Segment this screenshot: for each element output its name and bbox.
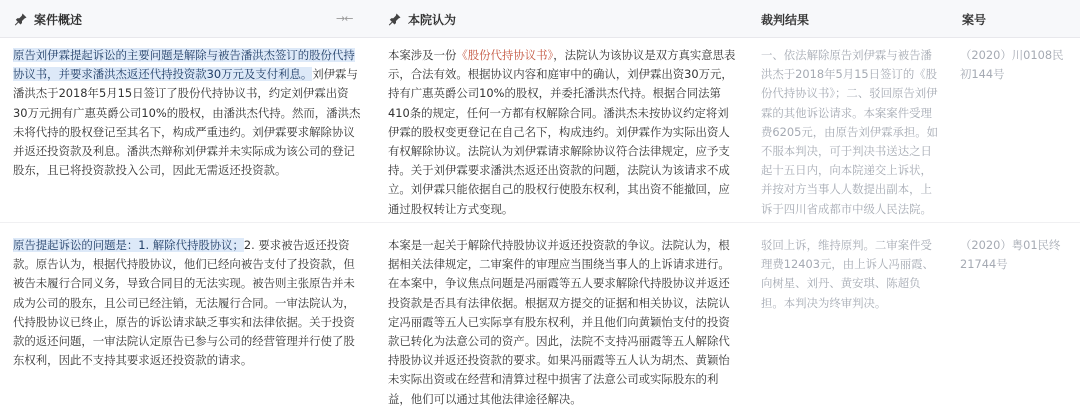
case-number-cell[interactable]: （2020）川0108民初144号: [960, 48, 1064, 82]
column-header-result[interactable]: [761, 0, 809, 38]
result-cell: 驳回上诉，维持原判。二审案件受理费12403元，由上诉人冯丽霞、向树星、刘丹、黄安琪、陈超负担。本判决为终审判决。: [761, 238, 934, 310]
column-header-case-no[interactable]: [962, 0, 986, 38]
summary-highlight: 原告刘伊霖提起诉讼的主要问题是解除与被告潘洪杰签订的股份代持协议书，并要求潘洪杰返还代持投资款30万元及支付利息。: [13, 48, 355, 82]
summary-highlight: 原告提起诉讼的问题是：1. 解除代持股协议；: [13, 238, 244, 252]
opinion-text: 本案涉及一份: [388, 48, 457, 62]
column-title-result: 裁判结果: [761, 12, 810, 27]
row-divider: [0, 222, 1080, 223]
opinion-text: ，法院认为该协议是双方真实意思表示，合法有效。根据协议内容和庭审中的确认，刘伊霖出资30万元，持有广惠英爵公司10%的股权，并委托潘洪杰代持。根据合同法第410条的规定，任何一方都有权解除合同。潘洪杰未按协议约定将刘伊霖的股权变更登记在自己名下，构成违约。刘伊霖作为实际出资人有权解除协议。法院认为刘伊霖请求解除协议符合法律规定，应予支持。关于刘伊霖要求潘洪杰返还出资款的问题，法院认为该请求不成立。刘伊霖只能依据自己的股权行使股东权利，其出资不能撤回，应通过股权转让方式变现。: [388, 48, 736, 216]
opinion-cell: [388, 236, 740, 408]
summary-text: 刘伊霖与潘洪杰于2018年5月15日签订了股份代持协议书，约定刘伊霖出资30万元拥有广惠英爵公司10%的股权，由潘洪杰代持。然而，潘洪杰未将代持的股权登记至其名下，构成严重违约。刘伊霖要求解除协议并返还投资款及利息。潘洪杰辩称刘伊霖并未实际成为该公司的登记股东，且已将投资款投入公司，因此无需返还投资款。: [13, 67, 361, 178]
pin-icon[interactable]: [388, 12, 402, 26]
column-title-case-no: 案号: [962, 12, 987, 27]
table-header: [0, 0, 1080, 38]
pin-icon[interactable]: [14, 12, 28, 26]
summary-cell: [13, 236, 361, 370]
result-cell: 一、依法解除原告刘伊霖与被告潘洪杰于2018年5月15日签订的《股份代持协议书》；二、驳回原告刘伊霖的其他诉讼请求。本案案件受理费6205元，由原告刘伊霖承担。如不服本判决，可于判决书送达之日起十五日内，向本院递交上诉状，并按对方当事人人数提出副本，上诉于四川省成都市中级人民法院。: [761, 48, 939, 216]
column-header-opinion[interactable]: [388, 0, 456, 38]
collapse-icon[interactable]: →←: [336, 12, 353, 25]
column-title-opinion: 本院认为: [408, 12, 457, 27]
opinion-cell: [388, 46, 740, 219]
case-number-cell[interactable]: （2020）粤01民终21744号: [960, 238, 1061, 272]
column-header-summary[interactable]: [14, 0, 82, 38]
book-title-link[interactable]: 《股份代持协议书》: [456, 48, 554, 62]
summary-cell: [13, 46, 361, 180]
column-title-summary: 案件概述: [34, 12, 83, 27]
summary-text: 2. 要求被告返还投资款。原告认为，根据代持股协议，他们已经向被告支付了投资款，但被告未履行合同义务，导致合同目的无法实现。被告则主张原告并未成为公司的股东，且公司已经注销，无法履行合同。一审法院认为，代持股协议已终止，原告的诉讼请求缺乏事实和法律依据。关于投资款的返还问题，一审法院认定原告已参与公司的经营管理并行使了股东权利，因此不支持其要求返还投资款的请求。: [13, 238, 355, 368]
opinion-text: 本案是一起关于解除代持股协议并返还投资款的争议。法院认为，根据相关法律规定，二审案件的审理应当围绕当事人的上诉请求进行。在本案中，争议焦点问题是冯丽霞等五人要求解除代持股协议并返还投资款是否具有法律依据。根据双方提交的证据和相关协议，法院认定冯丽霞等五人已实际享有股东权利，并且他们向黄颖怡支付的投资款已转化为法意公司的资产。因此，法院不支持冯丽霞等五人解除代持股协议并返还投资款的要求。如果冯丽霞等五人认为胡杰、黄颖怡未实际出资或在经营和清算过程中损害了法意公司或实际股东的利益，他们可以通过其他法律途径解决。: [388, 238, 730, 406]
